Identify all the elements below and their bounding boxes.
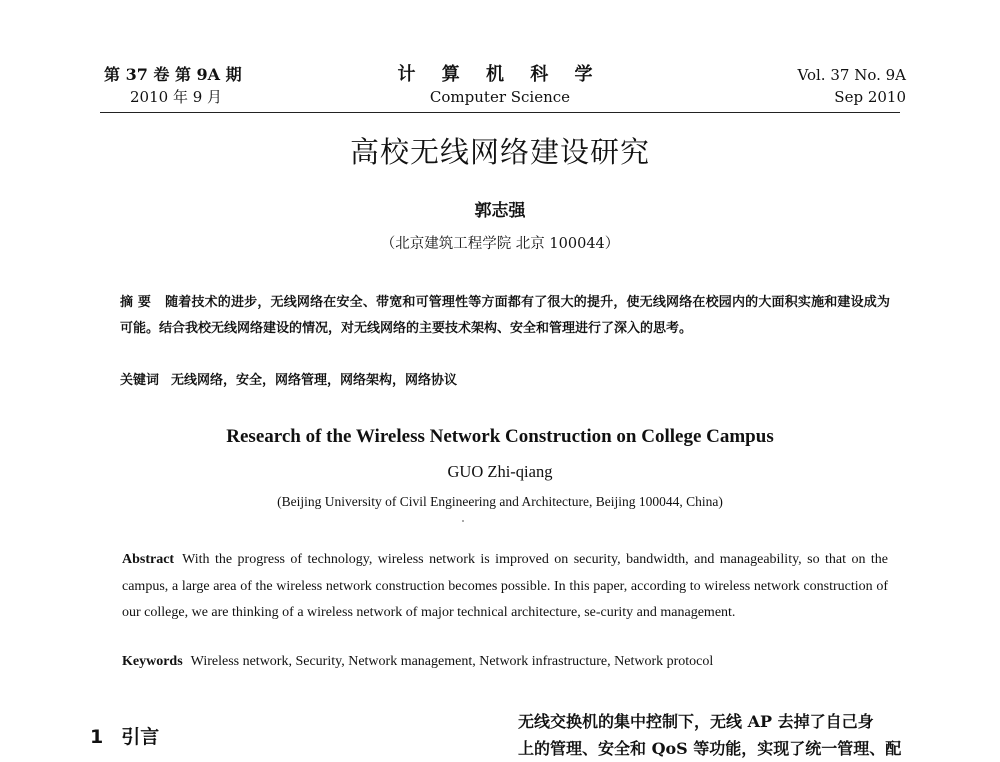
scan-speck [462,520,464,522]
keywords-text-en: Wireless network, Security, Network management, Network infrastructure, Network protocol [190,654,714,669]
paper-title-en: Research of the Wireless Network Construction on College Campus [226,426,774,447]
chinese-keywords [120,368,890,394]
english-abstract [122,547,888,627]
author-affiliation-en: (Beijing University of Civil Engineering and Architecture, Beijing 100044, China) [277,494,723,509]
keywords-label-cn: 关键词 [120,373,160,388]
abstract-label-en: Abstract [122,552,175,567]
volume-issue-en: Vol. 37 No. 9A [797,66,906,84]
section-number: 1 [90,726,104,748]
author-name: 郭志强 [474,201,526,221]
publication-date-cn: 2010 年 9 月 [130,88,223,106]
header-rule [100,112,900,113]
body-text-right-column [518,708,908,762]
section-heading [90,722,159,749]
abstract-text-cn: 随着技术的进步，无线网络在安全、带宽和可管理性等方面都有了很大的提升，使无线网络在校园内的大面积实施和建设成为可能。结合我校无线网络建设的情况，对无线网络的主要技术架构、安全和管理进行了深入的思考。 [120,295,890,336]
journal-name-en: Computer Science [429,88,571,106]
english-keywords [122,654,892,670]
abstract-label-cn: 摘 要 [120,295,152,310]
keywords-label-en: Keywords [122,654,183,669]
paper-title: 高校无线网络建设研究 [349,135,650,169]
author-affiliation: （北京建筑工程学院 北京 100044） [380,236,620,252]
publication-date-en: Sep 2010 [834,88,906,106]
keywords-text-cn: 无线网络，安全，网络管理，网络架构，网络协议 [171,373,458,388]
body-line: 上的管理、安全和 QoS 等功能，实现了统一管理、配 [518,739,902,758]
volume-issue: 第 37 卷 第 9A 期 [104,65,242,84]
journal-volume-info-en [798,64,906,108]
abstract-text-en: With the progress of technology, wireless network is improved on security, bandwidth, and manageability, so that on the campus, a large area of the wireless network construction becomes possible. In this paper, according to wireless network construction of our college, we are thinking of a wireless network of major technical architecture, se-curity and management. [122,552,888,620]
section-title: 引言 [121,726,160,748]
chinese-abstract [120,290,890,342]
author-name-en: GUO Zhi-qiang [447,462,553,481]
journal-name-cn: 计 算 机 科 学 [397,64,603,85]
body-line: 无线交换机的集中控制下，无线 AP 去掉了自己身 [518,712,874,731]
